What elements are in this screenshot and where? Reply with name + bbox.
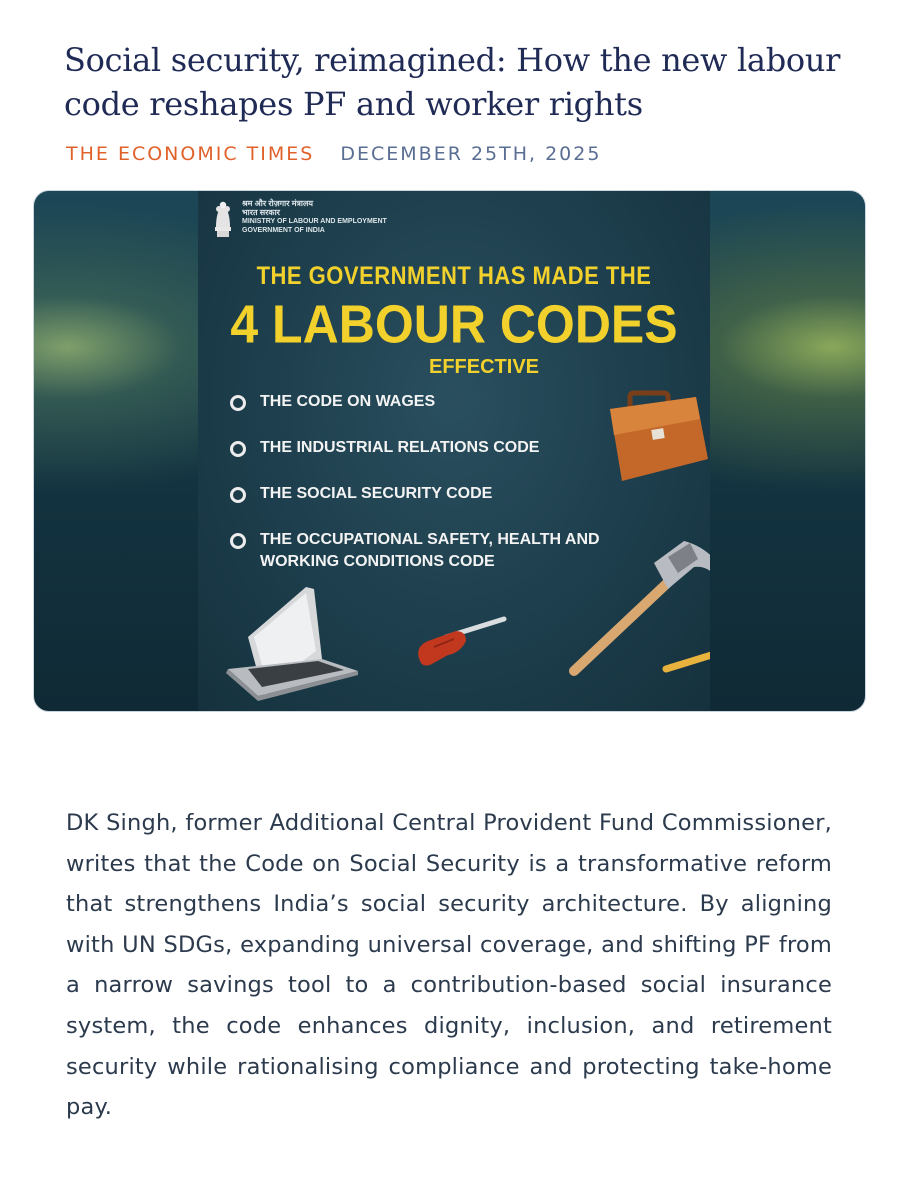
article-hero-image[interactable] (33, 190, 866, 712)
article-headline[interactable]: Social security, reimagined: How the new labour code reshapes PF and worker rights (64, 41, 841, 123)
briefcase-icon (610, 393, 708, 481)
code-label: THE OCCUPATIONAL SAFETY, HEALTH AND WORKING CONDITIONS CODE (260, 531, 600, 570)
code-label: THE SOCIAL SECURITY CODE (260, 485, 493, 502)
ministry-hindi-line2: भारत सरकार (242, 208, 280, 217)
ministry-english-line1: MINISTRY OF LABOUR AND EMPLOYMENT (242, 218, 387, 225)
publish-date: DECEMBER 25TH, 2025 (340, 143, 602, 165)
source-name[interactable]: THE ECONOMIC TIMES (66, 143, 315, 165)
code-label: THE INDUSTRIAL RELATIONS CODE (260, 439, 540, 456)
labour-codes-poster (198, 191, 710, 711)
article-summary: DK Singh, former Additional Central Provident Fund Commissioner, writes that the Code on Social Security is a transformative reform that strengthens India’s social security architecture. By aligning with UN SDGs, expanding universal coverage, and shifting PF from a narrow savings tool to a contribution-based social insurance system, the code enhances dignity, inclusion, and retirement security while rationalising compliance and protecting take-home pay. (66, 810, 832, 1121)
pencil-icon (666, 650, 710, 669)
hammer-icon (574, 541, 710, 671)
ministry-hindi-line1: श्रम और रोज़गार मंत्रालय (242, 199, 314, 208)
byline (66, 143, 601, 165)
screwdriver-icon (418, 619, 504, 666)
poster-title-line2: 4 LABOUR CODES (230, 293, 678, 355)
code-label: THE CODE ON WAGES (260, 393, 436, 410)
ministry-english-line2: GOVERNMENT OF INDIA (242, 227, 325, 234)
laptop-icon (226, 587, 358, 701)
poster-title-line3: EFFECTIVE (428, 356, 539, 378)
poster-title-line1: THE GOVERNMENT HAS MADE THE (256, 261, 652, 290)
poster-illustrations (198, 191, 710, 711)
